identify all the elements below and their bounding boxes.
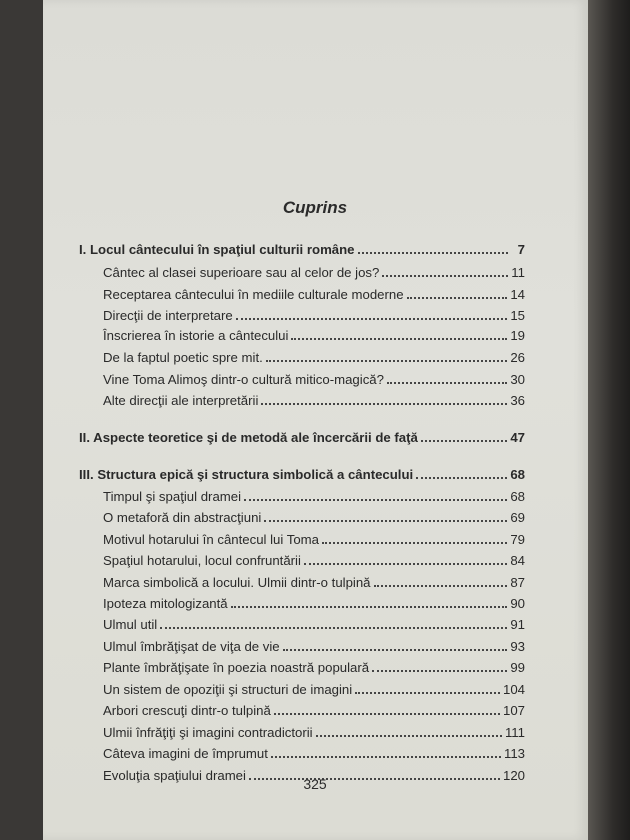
page-title: Cuprins xyxy=(282,198,348,217)
dot-leader xyxy=(374,575,508,587)
toc-entry-label: Plante îmbrăţişate în poezia noastră populară xyxy=(103,660,370,675)
toc-entry-page: 30 xyxy=(510,372,525,387)
toc-chapter-entry xyxy=(79,237,525,257)
toc-section-entry xyxy=(79,591,525,611)
toc-entry-page: 19 xyxy=(510,328,525,343)
dot-leader xyxy=(264,510,507,522)
toc-section-entry xyxy=(79,698,525,718)
toc-entry-page: 68 xyxy=(510,467,525,482)
dot-leader xyxy=(291,328,507,340)
toc-entry-label: Vine Toma Alimoş dintr-o cultură mitico-magică? xyxy=(103,372,384,387)
toc-entry-page: 93 xyxy=(510,639,525,654)
dot-leader xyxy=(274,703,500,715)
dot-leader xyxy=(283,639,508,651)
toc-entry-page: 87 xyxy=(510,575,525,590)
dot-leader xyxy=(322,532,507,544)
toc-entry-label: Câteva imagini de împrumut xyxy=(103,746,268,761)
dot-leader xyxy=(266,350,508,362)
toc-entry-label: O metaforă din abstracţiuni xyxy=(103,510,262,525)
toc-entry-page: 69 xyxy=(510,510,525,525)
toc-chapter-entry xyxy=(79,425,525,445)
toc-entry-label: I. Locul cântecului în spaţiul culturii române xyxy=(79,242,355,257)
toc-entry-page: 120 xyxy=(502,768,525,783)
dot-leader xyxy=(244,489,507,501)
toc-section-entry xyxy=(79,323,525,343)
toc-entry-page: 15 xyxy=(510,308,525,323)
dot-leader xyxy=(271,746,501,758)
toc-entry-page: 7 xyxy=(517,242,525,257)
dot-leader xyxy=(382,265,508,277)
dot-leader xyxy=(358,242,508,254)
toc-entry-page: 90 xyxy=(510,596,525,611)
toc-section-entry xyxy=(79,303,525,323)
toc-entry-label: Marca simbolică a locului. Ulmii dintr-o tulpină xyxy=(103,575,371,590)
toc-entry-label: II. Aspecte teoretice şi de metodă ale încercării de faţă xyxy=(79,430,418,445)
toc-entry-page: 99 xyxy=(510,660,525,675)
toc-entry-label: Înscrierea în istorie a cântecului xyxy=(103,328,289,343)
toc-section-entry xyxy=(79,612,525,632)
toc-entry-label: Arbori crescuţi dintr-o tulpină xyxy=(103,703,271,718)
toc-entry-label: Ipoteza mitologizantă xyxy=(103,596,228,611)
toc-section-entry xyxy=(79,655,525,675)
toc-entry-page: 104 xyxy=(502,682,525,697)
toc-chapter-entry xyxy=(79,462,525,482)
toc-entry-page: 11 xyxy=(511,265,525,280)
toc-entry-page: 91 xyxy=(510,617,525,632)
toc-entry-label: Spaţiul hotarului, locul confruntării xyxy=(103,553,301,568)
toc-section-entry xyxy=(79,634,525,654)
toc-entry-page: 79 xyxy=(510,532,525,547)
toc-entry-page: 111 xyxy=(504,725,525,740)
dot-leader xyxy=(316,725,502,737)
toc-entry-label: Evoluţia spaţiului dramei xyxy=(103,768,246,783)
toc-entry-label: Ulmii înfrăţiţi şi imagini contradictorii xyxy=(103,725,313,740)
toc-entry-label: De la faptul poetic spre mit. xyxy=(103,350,263,365)
dot-leader xyxy=(355,682,500,694)
toc-section-entry xyxy=(79,677,525,697)
dot-leader xyxy=(387,372,507,384)
toc-section-entry xyxy=(79,282,525,302)
toc-section-entry xyxy=(79,527,525,547)
toc-section-entry xyxy=(79,260,525,280)
toc-section-entry xyxy=(79,505,525,525)
toc-entry-page: 113 xyxy=(503,746,525,761)
dot-leader xyxy=(231,596,508,608)
toc-section-entry xyxy=(79,484,525,504)
toc-entry-label: III. Structura epică şi structura simbolică a cântecului xyxy=(79,467,414,482)
toc-entry-label: Un sistem de opoziţii şi structuri de imagini xyxy=(103,682,353,697)
toc-entry-label: Ulmul îmbrăţişat de viţa de vie xyxy=(103,639,280,654)
toc-section-entry xyxy=(79,345,525,365)
dot-leader xyxy=(261,393,507,405)
toc-section-entry xyxy=(79,741,525,761)
toc-entry-page: 84 xyxy=(510,553,525,568)
toc-entry-page: 14 xyxy=(510,287,525,302)
toc-entry-label: Cântec al clasei superioare sau al celor de jos? xyxy=(103,265,380,280)
toc-section-entry xyxy=(79,720,525,740)
toc-entry-label: Receptarea cântecului în mediile culturale moderne xyxy=(103,287,404,302)
page-number: 325 xyxy=(303,776,327,792)
dot-leader xyxy=(407,287,508,299)
toc-entry-label: Motivul hotarului în cântecul lui Toma xyxy=(103,532,319,547)
toc-entry-page: 68 xyxy=(510,489,525,504)
toc-entry-label: Alte direcţii ale interpretării xyxy=(103,393,259,408)
toc-entry-page: 47 xyxy=(510,430,525,445)
toc-section-entry xyxy=(79,367,525,387)
dot-leader xyxy=(160,617,507,629)
toc-entry-page: 26 xyxy=(510,350,525,365)
toc-section-entry xyxy=(79,388,525,408)
dot-leader xyxy=(372,660,507,672)
dot-leader xyxy=(304,553,507,565)
book-edge xyxy=(588,0,630,840)
toc-section-entry xyxy=(79,570,525,590)
dot-leader xyxy=(421,430,507,442)
toc-section-entry xyxy=(79,548,525,568)
toc-entry-label: Direcţii de interpretare xyxy=(103,308,233,323)
dot-leader xyxy=(416,467,507,479)
toc-entry-label: Timpul şi spaţiul dramei xyxy=(103,489,242,504)
toc-entry-label: Ulmul util xyxy=(103,617,158,632)
dot-leader xyxy=(236,308,508,320)
toc-entry-page: 107 xyxy=(502,703,525,718)
toc-entry-page: 36 xyxy=(510,393,525,408)
